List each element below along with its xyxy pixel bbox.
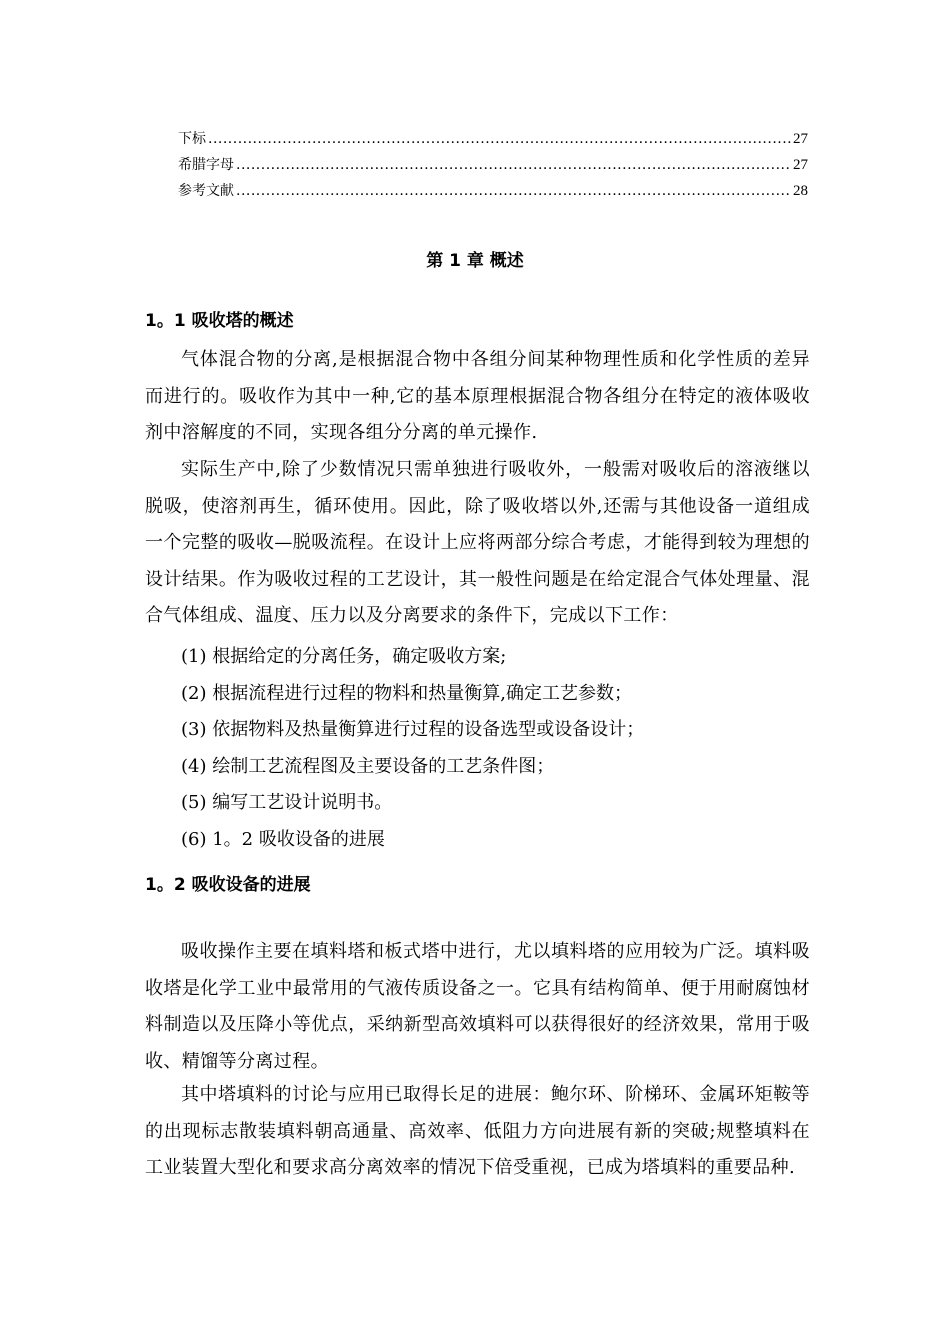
toc-entry-page: 27 bbox=[793, 157, 808, 173]
toc-entry-references[interactable] bbox=[178, 178, 808, 204]
paragraph-packed-tower: 吸收操作主要在填料塔和板式塔中进行，尤以填料塔的应用较为广泛。填料吸收塔是化学工业中最常用的气液传质设备之一。它具有结构简单、便于用耐腐蚀材料制造以及压降小等优点，采纳新型高效填料可以获得很好的经济效果，常用于吸收、精馏等分离过程。 bbox=[145, 941, 810, 1072]
list-item: (4) 绘制工艺流程图及主要设备的工艺条件图； bbox=[181, 755, 555, 777]
list-item: (6) 1。2 吸收设备的进展 bbox=[181, 828, 385, 850]
table-of-contents bbox=[178, 126, 808, 204]
paragraph-gas-separation: 气体混合物的分离,是根据混合物中各组分间某种物理性质和化学性质的差异而进行的。吸收作为其中一种,它的基本原理根据混合物各组分在特定的液体吸收剂中溶解度的不同，实现各组分分离的单元操作. bbox=[145, 349, 810, 444]
toc-leader-dots bbox=[236, 152, 791, 178]
section-heading-absorption-tower-overview: 1。1 吸收塔的概述 bbox=[145, 311, 294, 331]
toc-entry-page: 28 bbox=[793, 183, 808, 199]
toc-leader-dots bbox=[236, 178, 791, 204]
toc-entry-page: 27 bbox=[793, 131, 808, 147]
section-heading-absorption-equipment-progress: 1。2 吸收设备的进展 bbox=[145, 875, 311, 895]
toc-leader-dots bbox=[208, 126, 791, 152]
chapter-title: 第 1 章 概述 bbox=[426, 251, 524, 271]
toc-entry-title: 参考文献 bbox=[178, 183, 234, 199]
list-item: (3) 依据物料及热量衡算进行过程的设备选型或设备设计； bbox=[181, 719, 645, 741]
list-item: (1) 根据给定的分离任务，确定吸收方案; bbox=[181, 646, 507, 667]
paragraph-tower-packing: 其中塔填料的讨论与应用已取得长足的进展：鲍尔环、阶梯环、金属环矩鞍等的出现标志散装填料朝高通量、高效率、低阻力方向进展有新的突破;规整填料在工业装置大型化和要求高分离效率的情况下倍受重视，已成为塔填料的重要品种. bbox=[145, 1084, 810, 1179]
toc-entry-title: 希腊字母 bbox=[178, 157, 234, 173]
task-list bbox=[181, 639, 811, 859]
toc-entry-subscript[interactable] bbox=[178, 126, 808, 152]
toc-entry-title: 下标 bbox=[178, 131, 206, 147]
paragraph-production-practice: 实际生产中,除了少数情况只需单独进行吸收外，一般需对吸收后的溶液继以脱吸，使溶剂再生，循环使用。因此，除了吸收塔以外,还需与其他设备一道组成一个完整的吸收—脱吸流程。在设计上应将两部分综合考虑，才能得到较为理想的设计结果。作为吸收过程的工艺设计，其一般性问题是在给定混合气体处理量、混合气体组成、温度、压力以及分离要求的条件下，完成以下工作： bbox=[145, 459, 810, 627]
list-item: (5) 编写工艺设计说明书。 bbox=[181, 792, 393, 814]
list-item: (2) 根据流程进行过程的物料和热量衡算,确定工艺参数； bbox=[181, 682, 632, 704]
toc-entry-greek-letters[interactable] bbox=[178, 152, 808, 178]
